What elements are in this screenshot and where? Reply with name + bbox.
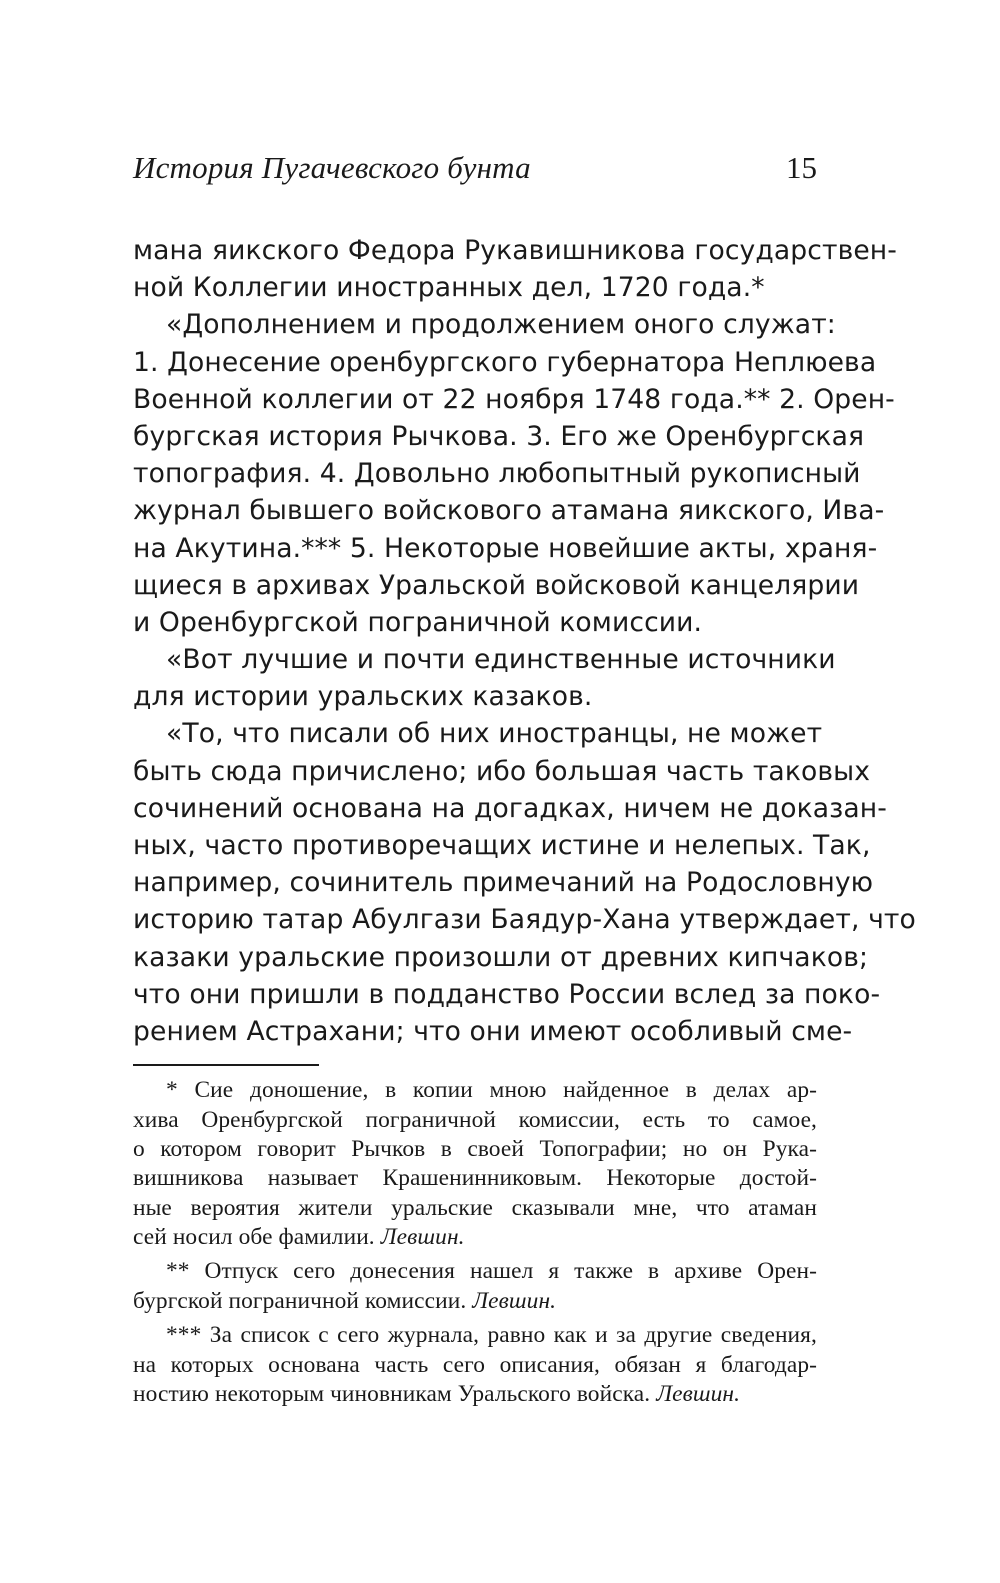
footnote-signature: Левшин. bbox=[380, 1224, 465, 1251]
text-line: рением Астрахани; что они имеют особливый сме- bbox=[133, 1015, 853, 1047]
footnote-line bbox=[133, 1223, 817, 1252]
text-line: 1. Донесение оренбургского губернатора Неплюева bbox=[133, 346, 877, 378]
footnote-text: ные вероятия жители уральские сказывали мне, что атаман bbox=[133, 1194, 817, 1221]
text-line: для истории уральских казаков. bbox=[133, 681, 593, 713]
footnote bbox=[133, 1257, 817, 1316]
footnote-line bbox=[133, 1106, 817, 1135]
paragraph bbox=[133, 715, 916, 1050]
text-line: журнал бывшего войскового атамана яикского, Ива- bbox=[133, 495, 885, 527]
footnote-signature: Левшин. bbox=[472, 1287, 557, 1314]
page-number: 15 bbox=[786, 150, 817, 185]
text-line: ных, часто противоречащих истине и нелепых. Так, bbox=[133, 830, 871, 861]
footnote-text: бургской пограничной комиссии. bbox=[133, 1287, 473, 1314]
text-line: быть сюда причислено; ибо большая часть таковых bbox=[133, 755, 871, 787]
text-line: и Оренбургской пограничной комиссии. bbox=[133, 606, 703, 638]
footnote-rule bbox=[133, 1064, 319, 1066]
footnote-text: сей носил обе фамилии. bbox=[133, 1224, 381, 1251]
footnote bbox=[133, 1321, 817, 1409]
text-line: бургская история Рычкова. 3. Его же Оренбургская bbox=[133, 420, 865, 452]
footnote-line bbox=[133, 1257, 817, 1286]
text-line: «Дополнением и продолжением оного служат: bbox=[166, 309, 836, 341]
text-line: «То, что писали об них иностранцы, не может bbox=[166, 718, 823, 750]
footnote-text: на которых основана часть сего описания, обязан я благодар- bbox=[133, 1351, 817, 1378]
footnote bbox=[133, 1076, 817, 1252]
footnote-line bbox=[133, 1076, 817, 1105]
book-page bbox=[133, 150, 916, 1409]
footnote-text: вишникова называет Крашенинниковым. Некоторые достой- bbox=[133, 1165, 817, 1192]
text-line: топография. 4. Довольно любопытный рукописный bbox=[133, 458, 861, 490]
text-line: например, сочинитель примечаний на Родословную bbox=[133, 867, 874, 899]
text-line: на Акутина.*** 5. Некоторые новейшие акты, храня- bbox=[133, 532, 878, 564]
footnote-text: хива Оренбургской пограничной комиссии, есть то самое, bbox=[133, 1106, 817, 1133]
text-line: что они пришли в подданство России вслед за поко- bbox=[133, 978, 881, 1010]
paragraph bbox=[133, 306, 895, 641]
text-line: казаки уральские произошли от древних кипчаков; bbox=[133, 941, 869, 973]
running-title: История Пугачевского бунта bbox=[133, 150, 531, 185]
footnote-line bbox=[133, 1164, 817, 1193]
footnote-line bbox=[133, 1194, 817, 1223]
footnote-signature: Левшин. bbox=[656, 1381, 741, 1408]
footnote-line bbox=[133, 1321, 817, 1350]
text-line: «Вот лучшие и почти единственные источники bbox=[166, 644, 836, 676]
text-line: щиеся в архивах Уральской войсковой канцелярии bbox=[133, 569, 860, 601]
footnote-text: * Сие доношение, в копии мною найденное в делах ар- bbox=[166, 1077, 817, 1104]
footnote-line bbox=[133, 1287, 817, 1316]
footnote-line bbox=[133, 1135, 817, 1164]
paragraph bbox=[133, 232, 897, 306]
running-head bbox=[133, 150, 817, 190]
text-line: историю татар Абулгази Баядур-Хана утверждает, что bbox=[133, 904, 916, 936]
footnote-text: *** За список с сего журнала, равно как и за другие сведения, bbox=[166, 1322, 817, 1349]
text-line: Военной коллегии от 22 ноября 1748 года.** 2. Орен- bbox=[133, 383, 895, 415]
footnotes bbox=[133, 1076, 817, 1409]
footnote-text: о котором говорит Рычков в своей Топографии; но он Рука- bbox=[133, 1135, 817, 1162]
footnote-line bbox=[133, 1380, 817, 1409]
text-line: ной Коллегии иностранных дел, 1720 года.* bbox=[133, 272, 765, 304]
footnote-text: ** Отпуск сего донесения нашел я также в архиве Орен- bbox=[166, 1258, 817, 1285]
text-line: сочинений основана на догадках, ничем не доказан- bbox=[133, 792, 887, 824]
paragraph bbox=[133, 641, 836, 715]
footnote-line bbox=[133, 1351, 817, 1380]
text-line: мана яикского Федора Рукавишникова государствен- bbox=[133, 235, 897, 266]
main-text bbox=[133, 232, 916, 1050]
footnote-text: ностию некоторым чиновникам Уральского войска. bbox=[133, 1381, 657, 1408]
